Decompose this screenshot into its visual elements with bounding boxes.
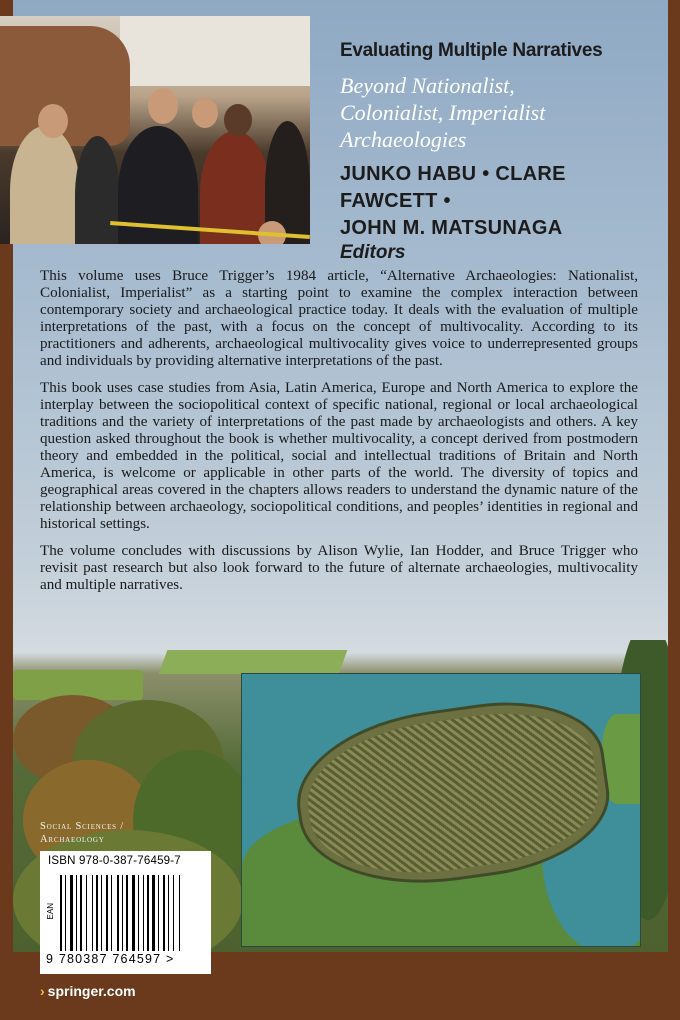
publisher-url[interactable]: › springer.com: [40, 983, 136, 999]
title-block: [340, 40, 660, 264]
book-title: Evaluating Multiple Narratives: [340, 40, 603, 61]
excavation-group-photo: [0, 16, 310, 244]
barcode-number: 9 780387 764597 >: [46, 952, 175, 966]
description-paragraph: This volume uses Bruce Trigger’s 1984 article, “Alternative Archaeologies: Nationalist, Colonialist, Imperialist” as a starting point to examine the complex interaction between contemporary society and archaeological practice today. It deals with the evaluation of multiple interpretations of the past, with a focus on the concept of multivocality. According to its practitioners and adherents, archaeological multivocality gives voice to underrepresented groups and individuals by providing alternative interpretations of the past.: [40, 268, 638, 369]
book-subtitle: Beyond Nationalist, Colonialist, Imperialist Archaeologies: [340, 73, 546, 152]
editors-label: Editors: [340, 242, 406, 263]
barcode: [40, 851, 211, 974]
description-paragraph: This book uses case studies from Asia, Latin America, Europe and North America to explore the interplay between the sociopolitical context of specific national, regional or local archaeological traditions and the variety of interpretations of the past made by archaeologists and others. A key question asked throughout the book is whether multivocality, a concept derived from postmodern theory and embedded in the political, social and intellectual traditions of Britain and North America, is welcome or applicable in other parts of the world. The diversity of topics and geographical areas covered in the chapters allows readers to understand the dynamic nature of the relationship between archaeology, sociopolitical conditions, and peoples’ identities in regional and historical settings.: [40, 380, 638, 532]
editors-names: JUNKO HABU • CLARE FAWCETT • JOHN M. MATSUNAGA: [340, 163, 566, 239]
subject-category: Social Sciences / Archaeology: [40, 821, 125, 845]
ean-label: EAN: [46, 903, 55, 920]
right-border: [668, 0, 680, 1020]
description: [40, 268, 638, 604]
chevron-right-icon: ›: [40, 983, 45, 999]
description-paragraph: The volume concludes with discussions by Alison Wylie, Ian Hodder, and Bruce Trigger who revisit past research but also look forward to the future of alternate archaeologies, multivocality and multiple narratives.: [40, 543, 638, 593]
barcode-bars: [60, 875, 205, 951]
settlement-painting: [241, 673, 641, 947]
isbn: ISBN 978-0-387-76459-7: [48, 855, 181, 867]
